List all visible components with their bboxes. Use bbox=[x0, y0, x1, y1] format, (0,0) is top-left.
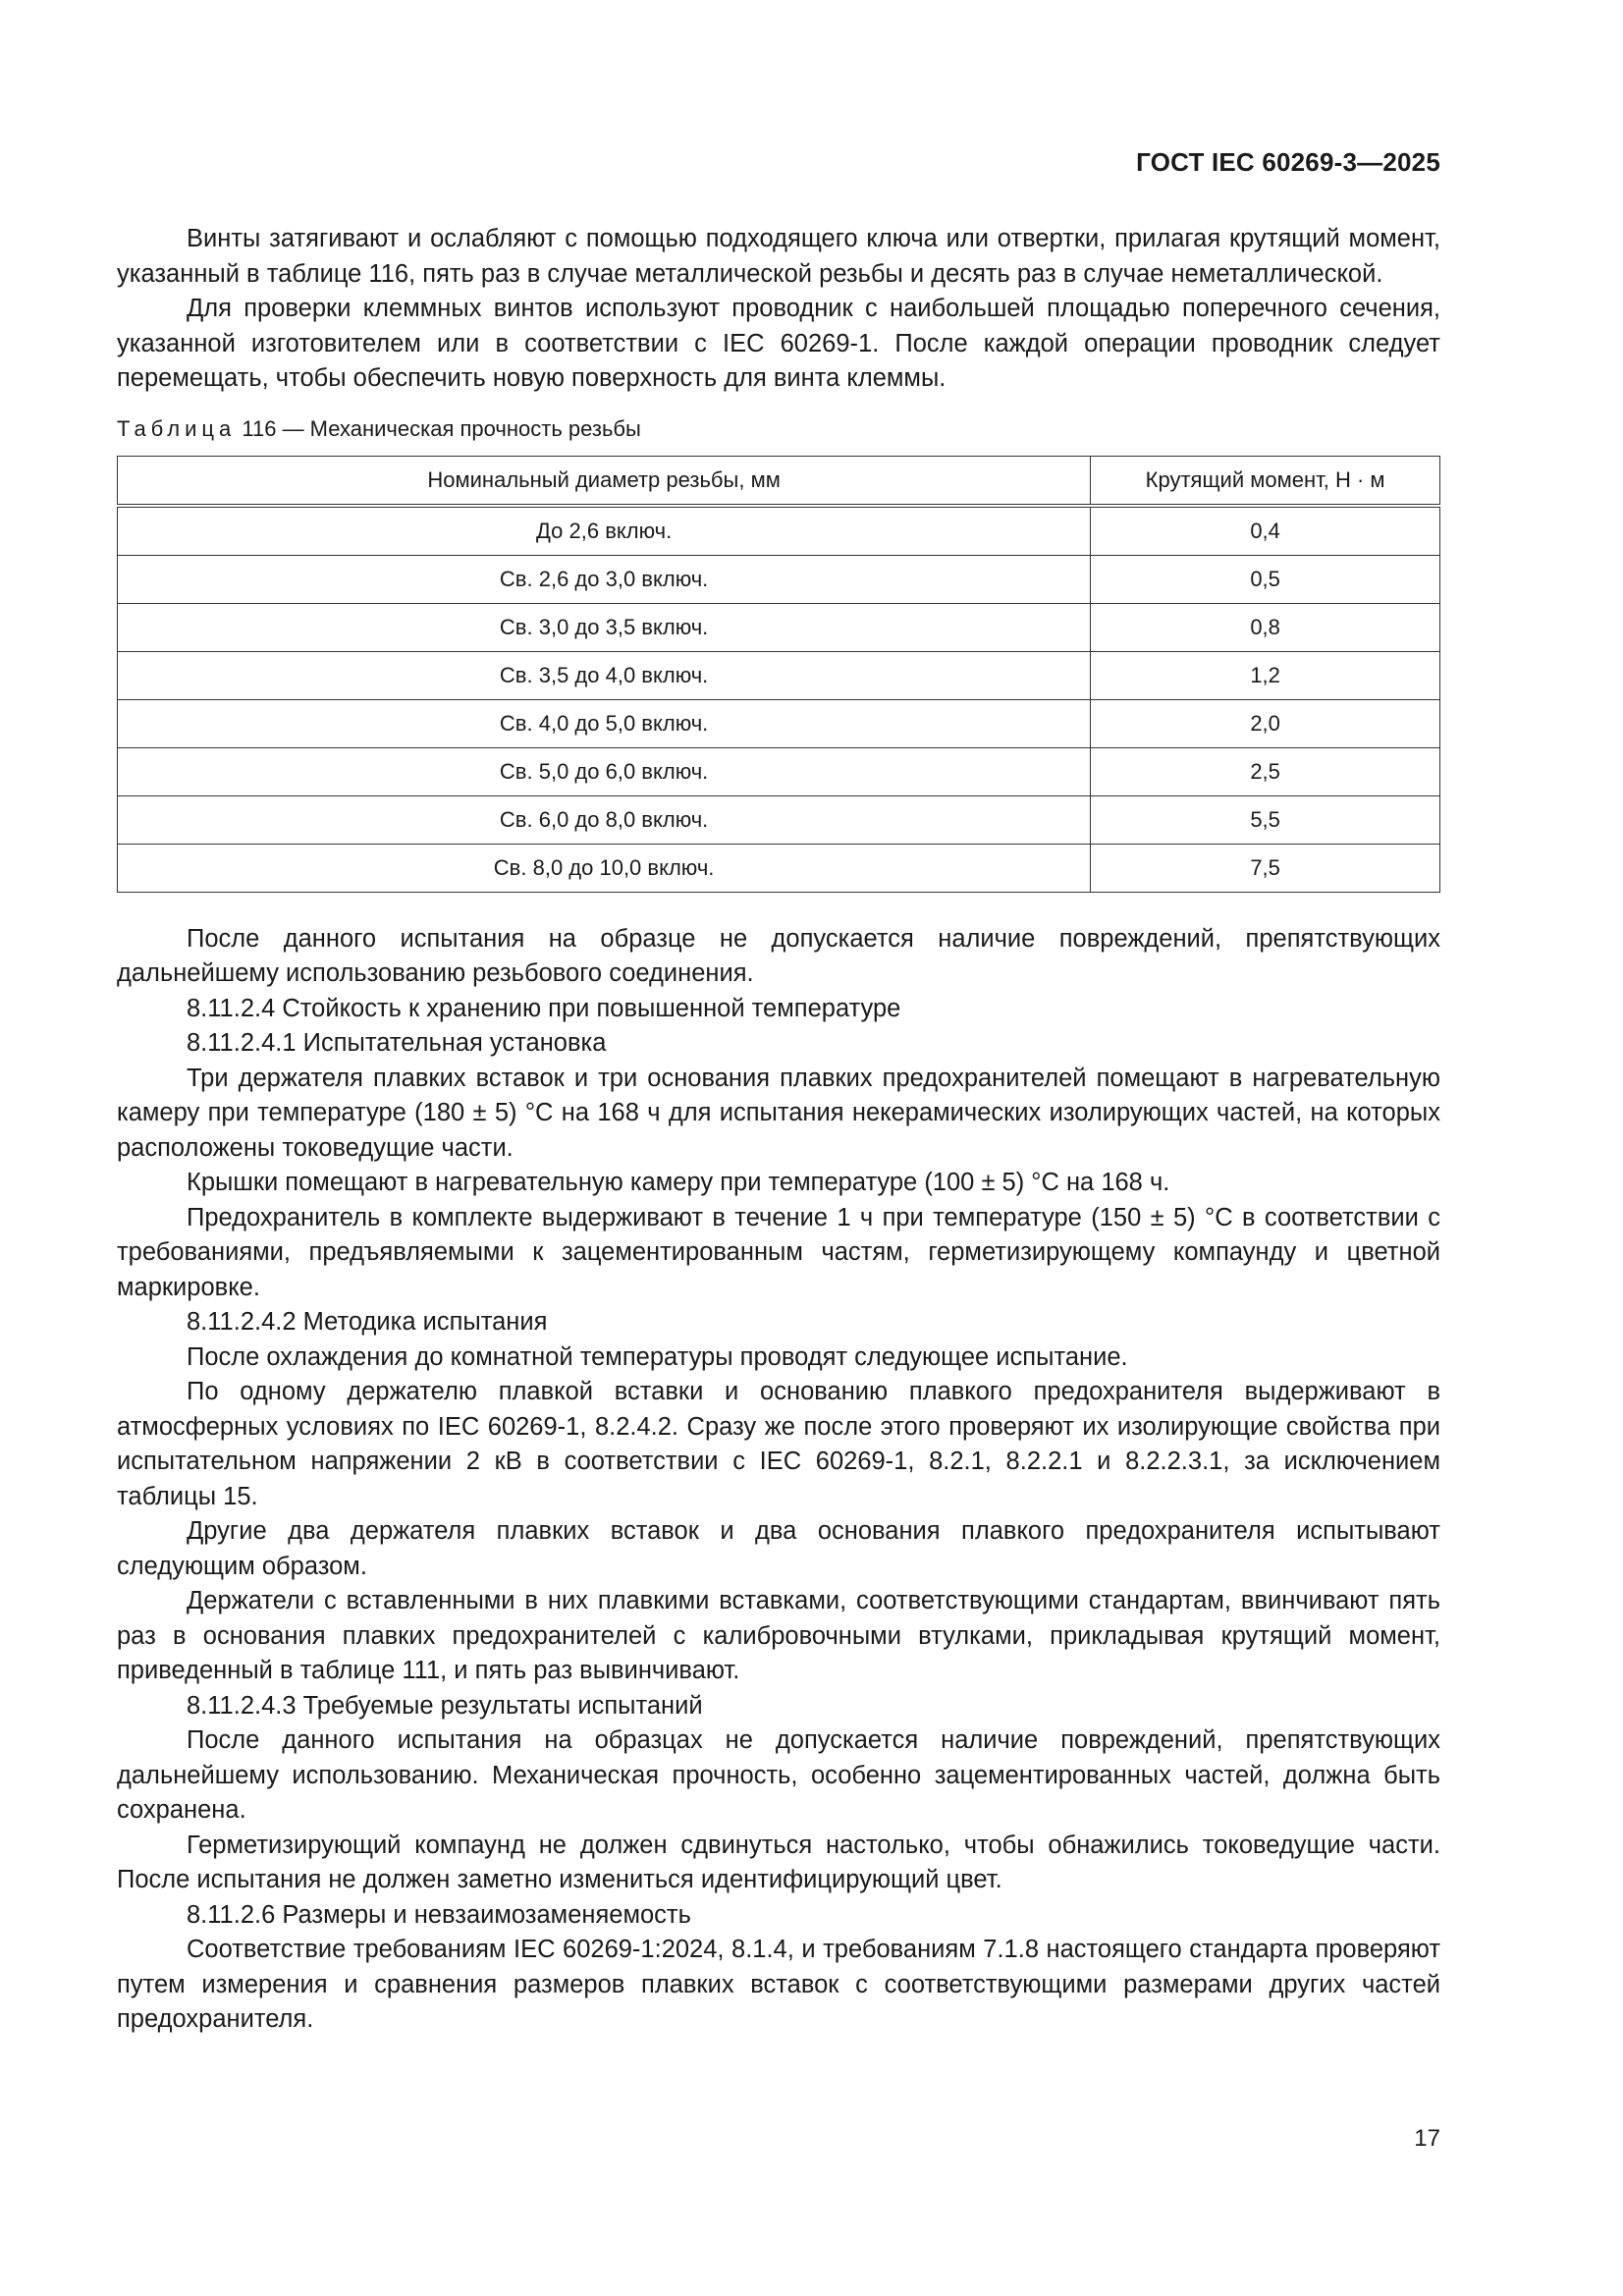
table-caption-label: Таблица bbox=[117, 415, 237, 441]
cell-diameter: Св. 3,0 до 3,5 включ. bbox=[118, 603, 1091, 651]
paragraph: Другие два держателя плавких вставок и два основания плавкого предохранителя испытывают следующим образом. bbox=[117, 1517, 1440, 1580]
page-number: 17 bbox=[1414, 2125, 1440, 2152]
paragraph: Держатели с вставленными в них плавкими вставками, соответствующими стандартам, ввинчивают пять раз в основания плавких предохранителей с калибровочными втулками, прикладывая крутящий момент, приведенный в таблице 111, и пять раз вывинчивают. bbox=[117, 1587, 1440, 1684]
table-row bbox=[118, 795, 1440, 844]
cell-diameter: До 2,6 включ. bbox=[118, 506, 1091, 556]
cell-torque: 2,5 bbox=[1091, 747, 1440, 795]
paragraph: Для проверки клеммных винтов используют проводник с наибольшей площадью поперечного сечения, указанной изготовителем или в соответствии с IEC 60269-1. После каждой операции проводник следует перемещать, чтобы обеспечить новую поверхность для винта клеммы. bbox=[117, 295, 1440, 392]
section-heading: 8.11.2.6 Размеры и невзаимозаменяемость bbox=[187, 1900, 691, 1929]
paragraph: Соответствие требованиям IEC 60269-1:2024, 8.1.4, и требованиям 7.1.8 настоящего стандарта проверяют путем измерения и сравнения размеров плавких вставок с соответствующими размерами других частей предохранителя. bbox=[117, 1936, 1440, 2033]
cell-torque: 0,5 bbox=[1091, 555, 1440, 603]
table-row bbox=[118, 603, 1440, 651]
cell-torque: 0,8 bbox=[1091, 603, 1440, 651]
cell-diameter: Св. 4,0 до 5,0 включ. bbox=[118, 699, 1091, 747]
cell-diameter: Св. 5,0 до 6,0 включ. bbox=[118, 747, 1091, 795]
cell-torque: 0,4 bbox=[1091, 506, 1440, 556]
page-content bbox=[117, 222, 1440, 2038]
section-heading: 8.11.2.4.1 Испытательная установка bbox=[187, 1029, 607, 1057]
paragraph: После данного испытания на образцах не допускается наличие повреждений, препятствующих дальнейшему использованию. Механическая прочность, особенно зацементированных частей, должна быть сохранена. bbox=[117, 1726, 1440, 1824]
section-heading: 8.11.2.4.2 Методика испытания bbox=[187, 1308, 548, 1336]
paragraph: После охлаждения до комнатной температуры проводят следующее испытание. bbox=[187, 1342, 1128, 1371]
table-caption bbox=[117, 414, 1440, 444]
paragraph: Винты затягивают и ослабляют с помощью подходящего ключа или отвертки, прилагая крутящий момент, указанный в таблице 116, пять раз в случае металлической резьбы и десять раз в случае неметаллической. bbox=[117, 225, 1440, 288]
cell-diameter: Св. 8,0 до 10,0 включ. bbox=[118, 844, 1091, 892]
section-heading: 8.11.2.4 Стойкость к хранению при повышенной температуре bbox=[187, 994, 901, 1022]
document-code-header: ГОСТ IEC 60269-3—2025 bbox=[1136, 147, 1440, 177]
cell-torque: 1,2 bbox=[1091, 651, 1440, 699]
table-header-row bbox=[118, 456, 1440, 506]
cell-diameter: Св. 2,6 до 3,0 включ. bbox=[118, 555, 1091, 603]
table-row bbox=[118, 506, 1440, 556]
section-heading: 8.11.2.4.3 Требуемые результаты испытаний bbox=[187, 1691, 703, 1720]
table-row bbox=[118, 555, 1440, 603]
table-caption-title: 116 — Механическая прочность резьбы bbox=[236, 415, 641, 441]
paragraph: После данного испытания на образце не допускается наличие повреждений, препятствующих дальнейшему использованию резьбового соединения. bbox=[117, 924, 1440, 987]
paragraph: По одному держателю плавкой вставки и основанию плавкого предохранителя выдерживают в атмосферных условиях по IEC 60269-1, 8.2.4.2. Сразу же после этого проверяют их изолирующие свойства при испытательном напряжении 2 кВ в соответствии с IEC 60269-1, 8.2.1, 8.2.2.1 и 8.2.2.3.1, за исключением таблицы 15. bbox=[117, 1378, 1440, 1510]
cell-diameter: Св. 3,5 до 4,0 включ. bbox=[118, 651, 1091, 699]
cell-diameter: Св. 6,0 до 8,0 включ. bbox=[118, 795, 1091, 844]
thread-strength-table bbox=[117, 456, 1440, 893]
paragraph: Три держателя плавких вставок и три основания плавких предохранителей помещают в нагревательную камеру при температуре (180 ± 5) °С на 168 ч для испытания некерамических изолирующих частей, на которых расположены токоведущие части. bbox=[117, 1064, 1440, 1162]
table-row bbox=[118, 699, 1440, 747]
column-header-diameter: Номинальный диаметр резьбы, мм bbox=[118, 456, 1091, 506]
paragraph: Предохранитель в комплекте выдерживают в течение 1 ч при температуре (150 ± 5) °С в соответствии с требованиями, предъявляемыми к зацементированным частям, герметизирующему компаунду и цветной маркировке. bbox=[117, 1203, 1440, 1301]
table-row bbox=[118, 651, 1440, 699]
paragraph: Герметизирующий компаунд не должен сдвинуться настолько, чтобы обнажились токоведущие части. После испытания не должен заметно измениться идентифицирующий цвет. bbox=[117, 1831, 1440, 1893]
paragraph: Крышки помещают в нагревательную камеру при температуре (100 ± 5) °С на 168 ч. bbox=[187, 1169, 1170, 1196]
column-header-torque: Крутящий момент, Н · м bbox=[1091, 456, 1440, 506]
cell-torque: 7,5 bbox=[1091, 844, 1440, 892]
table-row bbox=[118, 747, 1440, 795]
cell-torque: 2,0 bbox=[1091, 699, 1440, 747]
cell-torque: 5,5 bbox=[1091, 795, 1440, 844]
table-row bbox=[118, 844, 1440, 892]
